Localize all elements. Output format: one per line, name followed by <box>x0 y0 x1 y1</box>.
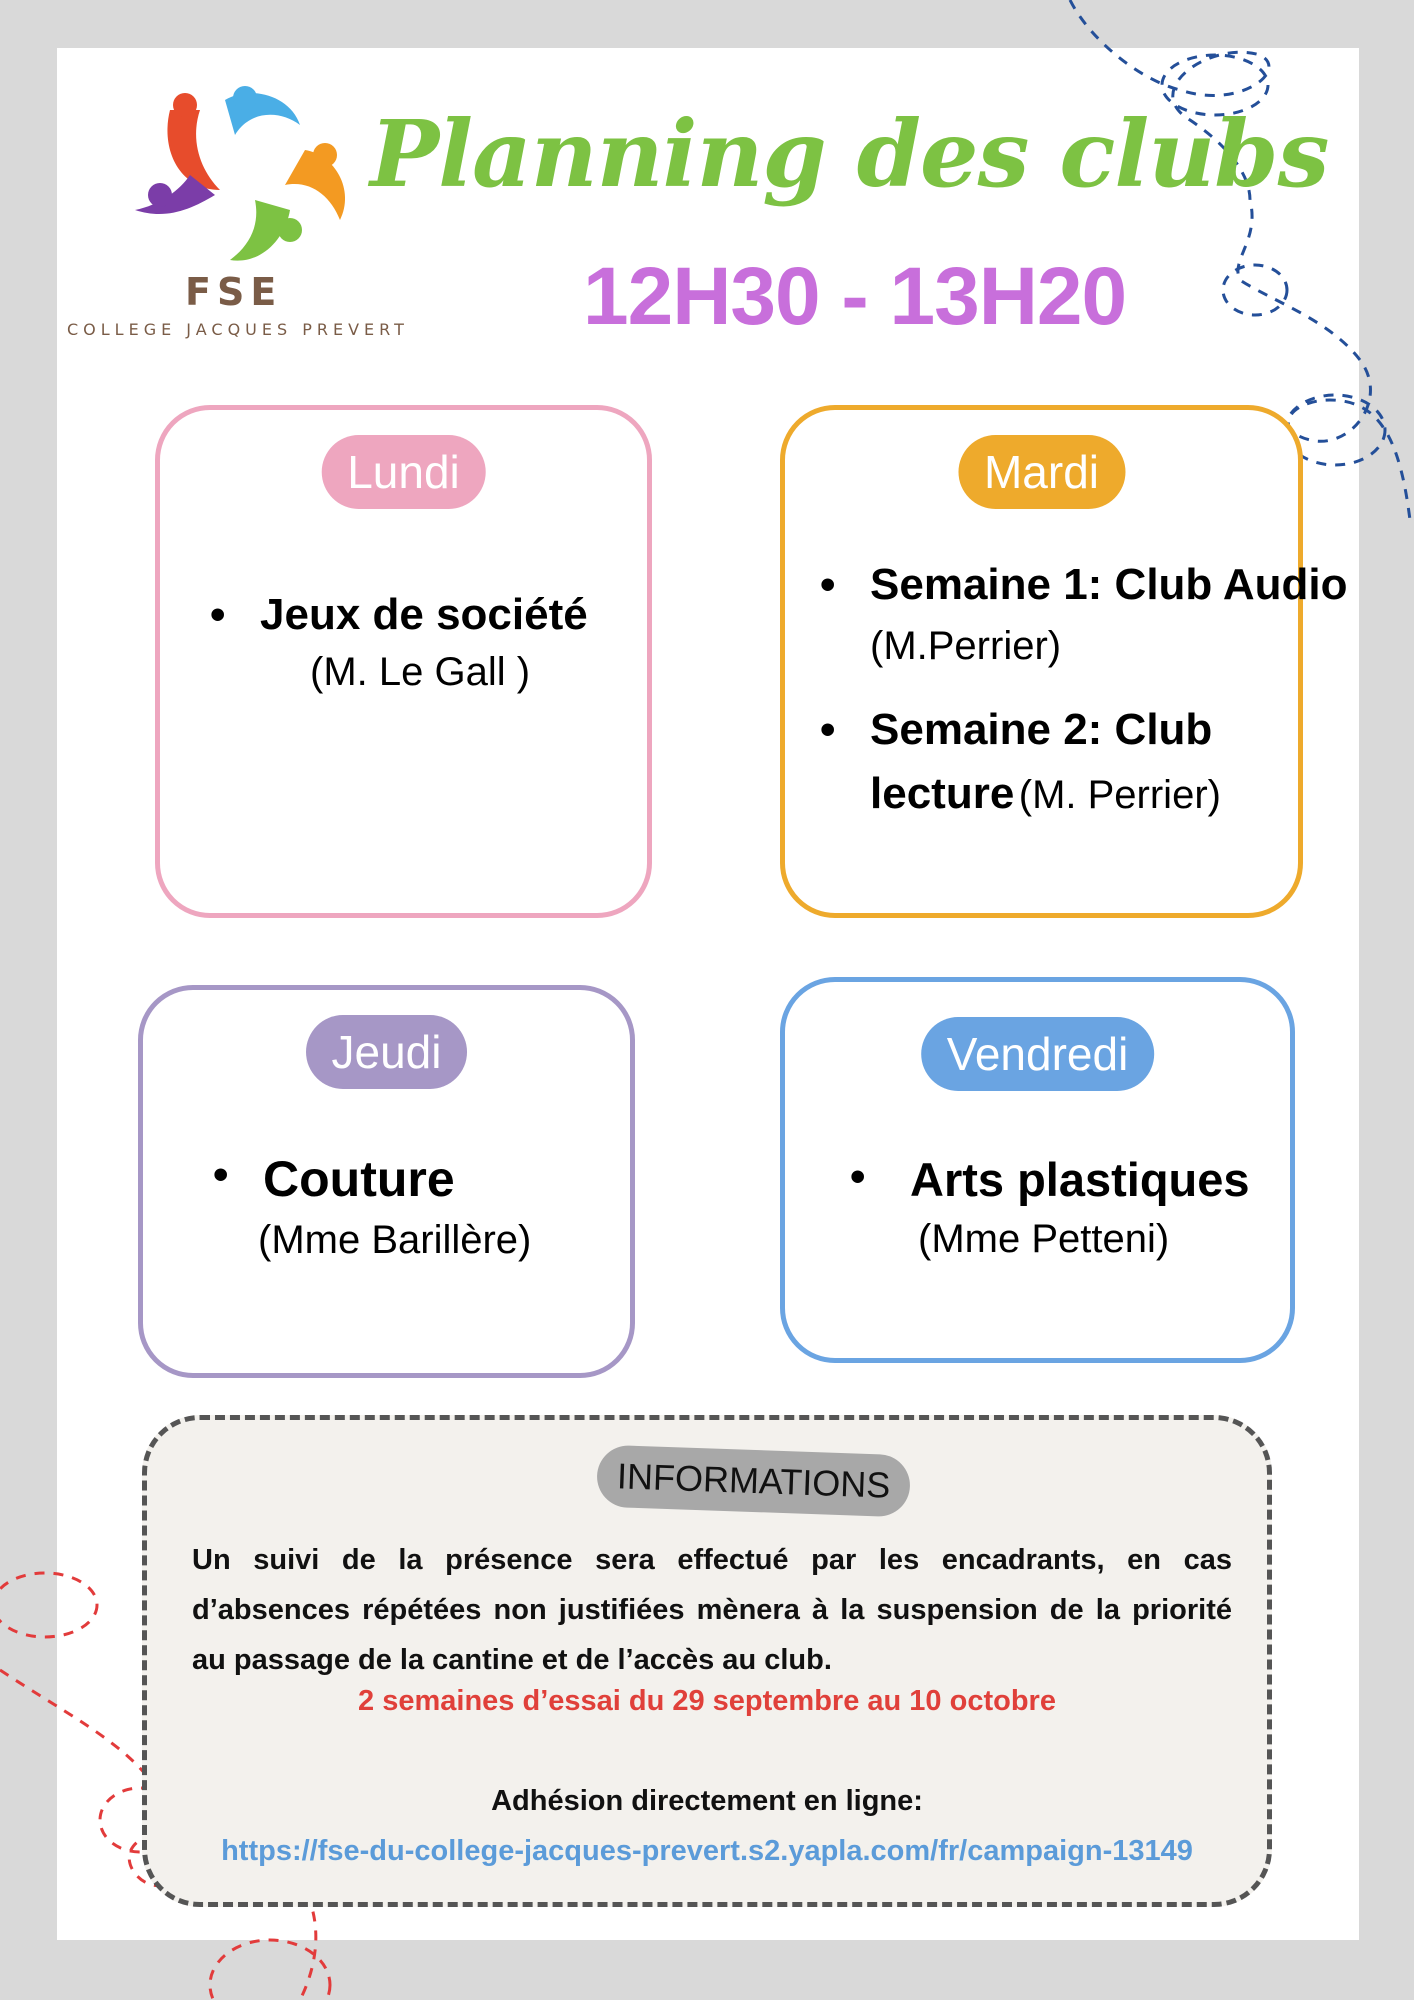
club-supervisor: (M. Le Gall ) <box>310 650 531 694</box>
logo-school-name: COLLEGE JACQUES PREVERT <box>67 320 409 339</box>
day-card-mardi <box>780 405 1348 918</box>
bullet-icon: • <box>210 590 226 639</box>
people-circle-icon <box>130 80 390 280</box>
club-entry <box>820 705 1300 819</box>
day-card-lundi <box>155 405 652 918</box>
bullet-icon: • <box>820 705 836 754</box>
day-label-mardi: Mardi <box>958 435 1125 509</box>
club-entry <box>820 560 1348 669</box>
club-supervisor: (Mme Petteni) <box>918 1217 1170 1261</box>
club-name: Arts plastiques <box>910 1153 1250 1206</box>
logo-acronym: FSE <box>185 270 283 314</box>
page-title: Planning des clubs <box>370 100 1329 208</box>
day-card-vendredi <box>780 977 1295 1363</box>
club-name-continued: lecture <box>870 769 1015 818</box>
bullet-icon: • <box>820 560 836 609</box>
day-label-vendredi: Vendredi <box>921 1017 1155 1091</box>
day-label-jeudi: Jeudi <box>306 1015 468 1089</box>
information-text: Un suivi de la présence sera effectué par les encadrants, en cas d’absences répétées non justifiées mènera à la suspension de la priorité au passage de la cantine et de l’accès au club. <box>192 1544 1232 1676</box>
club-supervisor: (M. Perrier) <box>1018 773 1221 817</box>
membership-heading: Adhésion directement en ligne: <box>491 1785 923 1817</box>
time-range: 12H30 - 13H20 <box>583 251 1127 342</box>
club-name: Jeux de société <box>260 590 588 639</box>
club-entry <box>850 1152 1280 1262</box>
trial-period-notice: 2 semaines d’essai du 29 septembre au 10 octobre <box>358 1685 1056 1717</box>
club-name: Semaine 2: Club <box>870 705 1213 754</box>
day-card-jeudi <box>138 985 635 1378</box>
information-panel <box>142 1415 1272 1907</box>
information-label: INFORMATIONS <box>596 1445 911 1518</box>
club-name: Couture <box>263 1151 455 1207</box>
club-entry <box>213 1150 613 1263</box>
club-name: Semaine 1: Club Audio <box>870 560 1348 609</box>
club-supervisor: (Mme Barillère) <box>258 1218 532 1262</box>
bullet-icon: • <box>213 1150 229 1199</box>
club-entry <box>210 590 630 695</box>
bullet-icon: • <box>850 1152 866 1201</box>
day-label-lundi: Lundi <box>321 435 486 509</box>
membership-link[interactable]: https://fse-du-college-jacques-prevert.s2.yapla.com/fr/campaign-13149 <box>221 1835 1193 1867</box>
club-supervisor: (M.Perrier) <box>870 624 1062 668</box>
